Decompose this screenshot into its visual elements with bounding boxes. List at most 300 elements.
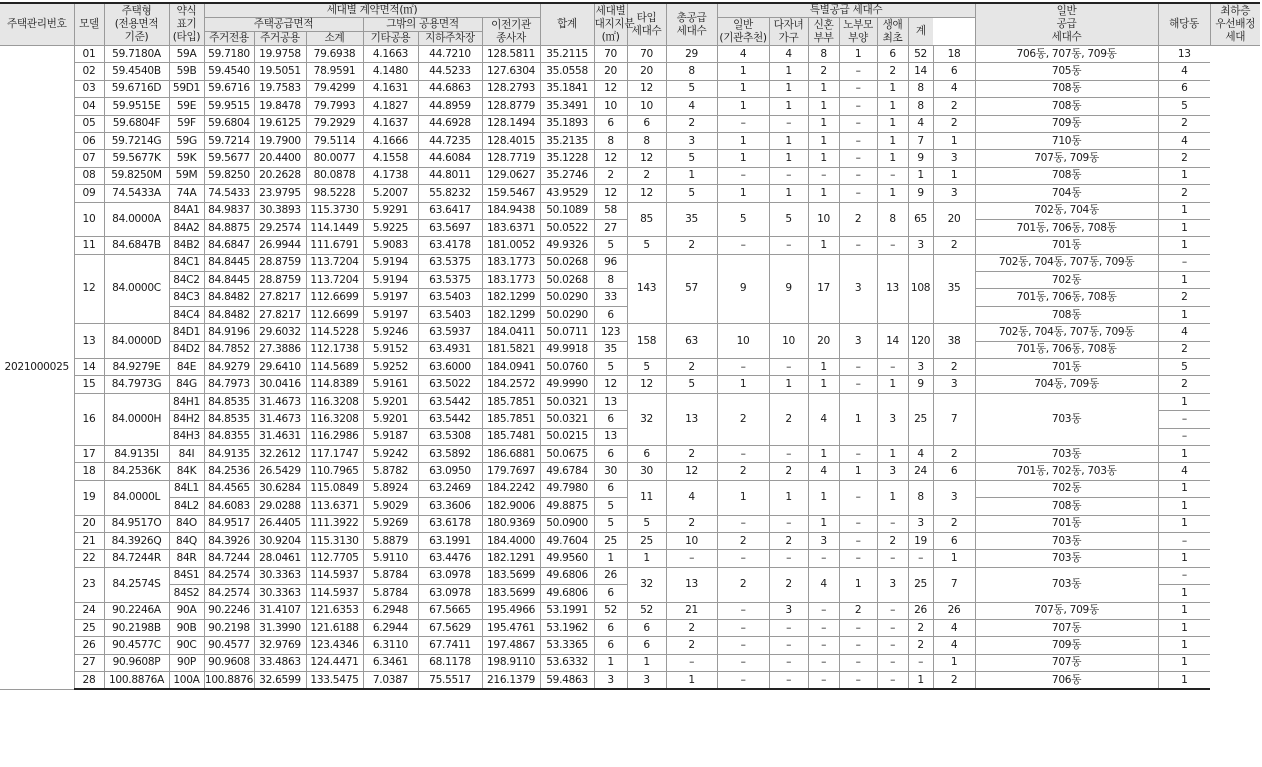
elderly-parent-cell: – — [839, 376, 877, 393]
type-households-cell: 52 — [594, 602, 627, 619]
table-row — [0, 376, 1260, 393]
general-supply-cell: 3 — [933, 480, 975, 515]
other-common-cell: 5.9110 — [363, 550, 418, 567]
short-type-cell: 84C2 — [169, 272, 204, 289]
exclusive-area-cell: 90.4577 — [204, 637, 254, 654]
lowest-floor-cell: 4 — [1158, 63, 1210, 80]
total-supply-cell: 12 — [627, 80, 666, 97]
multi-child-cell: 3 — [769, 602, 808, 619]
table-row — [0, 202, 1260, 219]
header-newlywed: 신혼 부부 — [808, 18, 839, 46]
relocation-cell: 2 — [666, 619, 717, 636]
first-time-cell: 1 — [877, 98, 908, 115]
lowest-floor-cell: – — [1158, 254, 1210, 271]
model-cell: 18 — [74, 463, 104, 480]
other-common-cell: 5.9187 — [363, 428, 418, 445]
elderly-parent-cell: 2 — [839, 202, 877, 237]
header-total: 합계 — [540, 3, 594, 46]
parking-area-cell: 63.5697 — [418, 219, 482, 236]
multi-child-cell: 1 — [769, 376, 808, 393]
exclusive-area-cell: 84.2574 — [204, 567, 254, 584]
other-common-cell: 5.8782 — [363, 463, 418, 480]
other-common-cell: 5.9197 — [363, 289, 418, 306]
relocation-cell: 2 — [666, 515, 717, 532]
housing-type-cell: 59.5677K — [104, 150, 169, 167]
residential-common-cell: 31.3990 — [254, 619, 306, 636]
total-area-cell: 183.6371 — [482, 219, 540, 236]
first-time-cell: – — [877, 654, 908, 671]
type-households-cell: 6 — [594, 445, 627, 462]
housing-type-cell: 84.0000L — [104, 480, 169, 515]
newlywed-cell: 1 — [808, 237, 839, 254]
model-cell: 01 — [74, 46, 104, 63]
first-time-cell: – — [877, 550, 908, 567]
short-type-cell: 84S2 — [169, 585, 204, 602]
other-common-cell: 5.9029 — [363, 498, 418, 515]
type-households-cell: 8 — [594, 272, 627, 289]
total-area-cell: 185.7851 — [482, 393, 540, 410]
first-time-cell: 1 — [877, 150, 908, 167]
building-cell: 709동 — [975, 115, 1158, 132]
exclusive-area-cell: 84.8535 — [204, 411, 254, 428]
institution-cell: 4 — [717, 46, 769, 63]
building-cell: 701동 — [975, 359, 1158, 376]
special-sum-cell: 65 — [908, 202, 933, 237]
first-time-cell: 3 — [877, 463, 908, 480]
special-sum-cell: 108 — [908, 254, 933, 324]
first-time-cell: – — [877, 602, 908, 619]
short-type-cell: 100A — [169, 672, 204, 690]
short-type-cell: 59B — [169, 63, 204, 80]
special-sum-cell: 4 — [908, 115, 933, 132]
other-common-cell: 6.2944 — [363, 619, 418, 636]
parking-area-cell: 67.5665 — [418, 602, 482, 619]
model-cell: 28 — [74, 672, 104, 690]
land-share-cell: 50.0321 — [540, 411, 594, 428]
short-type-cell: 84S1 — [169, 567, 204, 584]
table-row — [0, 98, 1260, 115]
exclusive-area-cell: 90.2198 — [204, 619, 254, 636]
residential-common-cell: 31.4107 — [254, 602, 306, 619]
short-type-cell: 84D2 — [169, 341, 204, 358]
institution-cell: 1 — [717, 480, 769, 515]
type-households-cell: 30 — [594, 463, 627, 480]
parking-area-cell: 44.8011 — [418, 167, 482, 184]
housing-type-cell: 84.2536K — [104, 463, 169, 480]
institution-cell: 1 — [717, 132, 769, 149]
general-supply-cell: 20 — [933, 202, 975, 237]
model-cell: 16 — [74, 393, 104, 445]
header-institution: 일반 (기관추천) — [717, 18, 769, 46]
other-common-cell: 5.9197 — [363, 306, 418, 323]
total-area-cell: 159.5467 — [482, 185, 540, 202]
elderly-parent-cell: – — [839, 515, 877, 532]
newlywed-cell: 10 — [808, 202, 839, 237]
housing-type-cell: 84.9135I — [104, 445, 169, 462]
lowest-floor-cell: 1 — [1158, 498, 1210, 515]
land-share-cell: 50.0760 — [540, 359, 594, 376]
elderly-parent-cell: – — [839, 185, 877, 202]
multi-child-cell: 9 — [769, 254, 808, 324]
land-share-cell: 50.0268 — [540, 254, 594, 271]
institution-cell: – — [717, 237, 769, 254]
land-share-cell: 35.2135 — [540, 132, 594, 149]
special-sum-cell: 2 — [908, 619, 933, 636]
housing-type-cell: 84.3926Q — [104, 532, 169, 549]
elderly-parent-cell: – — [839, 480, 877, 515]
exclusive-area-cell: 84.7973 — [204, 376, 254, 393]
institution-cell: – — [717, 602, 769, 619]
first-time-cell: 1 — [877, 132, 908, 149]
special-sum-cell: 25 — [908, 567, 933, 602]
newlywed-cell: – — [808, 637, 839, 654]
building-cell: 706동, 707동, 709동 — [975, 46, 1158, 63]
subtotal-cell: 115.3730 — [306, 202, 363, 219]
building-cell: 707동, 709동 — [975, 150, 1158, 167]
header-total-supply: 총공급 세대수 — [666, 3, 717, 46]
subtotal-cell: 111.3922 — [306, 515, 363, 532]
elderly-parent-cell: – — [839, 115, 877, 132]
residential-common-cell: 19.7583 — [254, 80, 306, 97]
elderly-parent-cell: 1 — [839, 393, 877, 445]
land-share-cell: 50.0522 — [540, 219, 594, 236]
model-cell: 22 — [74, 550, 104, 567]
subtotal-cell: 116.3208 — [306, 411, 363, 428]
subtotal-cell: 114.5937 — [306, 567, 363, 584]
table-row — [0, 46, 1260, 63]
parking-area-cell: 44.5233 — [418, 63, 482, 80]
newlywed-cell: 1 — [808, 115, 839, 132]
lowest-floor-cell: 1 — [1158, 602, 1210, 619]
header-subtotal: 소계 — [306, 32, 363, 46]
other-common-cell: 4.1637 — [363, 115, 418, 132]
residential-common-cell: 30.6284 — [254, 480, 306, 497]
parking-area-cell: 63.5022 — [418, 376, 482, 393]
table-row — [0, 515, 1260, 532]
first-time-cell: 14 — [877, 324, 908, 359]
newlywed-cell: – — [808, 619, 839, 636]
relocation-cell: 5 — [666, 185, 717, 202]
parking-area-cell: 63.4476 — [418, 550, 482, 567]
type-households-cell: 26 — [594, 567, 627, 584]
total-area-cell: 128.7719 — [482, 150, 540, 167]
land-share-cell: 53.3365 — [540, 637, 594, 654]
housing-type-cell: 84.0000C — [104, 254, 169, 324]
building-cell: 704동, 709동 — [975, 376, 1158, 393]
total-area-cell: 181.0052 — [482, 237, 540, 254]
complex-number-cell: 2021000025 — [0, 46, 74, 690]
short-type-cell: 84B2 — [169, 237, 204, 254]
relocation-cell: – — [666, 654, 717, 671]
type-households-cell: 10 — [594, 98, 627, 115]
parking-area-cell: 44.7210 — [418, 46, 482, 63]
newlywed-cell: – — [808, 550, 839, 567]
subtotal-cell: 79.6938 — [306, 46, 363, 63]
header-parking: 지하주차장 — [418, 32, 482, 46]
elderly-parent-cell: – — [839, 445, 877, 462]
total-supply-cell: 20 — [627, 63, 666, 80]
header-sum: 계 — [908, 18, 933, 46]
short-type-cell: 84O — [169, 515, 204, 532]
multi-child-cell: 1 — [769, 63, 808, 80]
exclusive-area-cell: 100.8876 — [204, 672, 254, 690]
relocation-cell: 29 — [666, 46, 717, 63]
type-households-cell: 6 — [594, 619, 627, 636]
parking-area-cell: 63.0950 — [418, 463, 482, 480]
total-area-cell: 183.5699 — [482, 585, 540, 602]
elderly-parent-cell: – — [839, 532, 877, 549]
table-row — [0, 254, 1260, 271]
total-supply-cell: 52 — [627, 602, 666, 619]
table-row — [0, 185, 1260, 202]
residential-common-cell: 26.5429 — [254, 463, 306, 480]
total-supply-cell: 6 — [627, 637, 666, 654]
type-households-cell: 3 — [594, 672, 627, 690]
first-time-cell: – — [877, 515, 908, 532]
relocation-cell: 2 — [666, 637, 717, 654]
type-households-cell: 12 — [594, 80, 627, 97]
model-cell: 25 — [74, 619, 104, 636]
exclusive-area-cell: 59.5677 — [204, 150, 254, 167]
header-special-supply: 특별공급 세대수 — [717, 3, 975, 18]
relocation-cell: 12 — [666, 463, 717, 480]
short-type-cell: 59E — [169, 98, 204, 115]
land-share-cell: 35.2746 — [540, 167, 594, 184]
multi-child-cell: 2 — [769, 532, 808, 549]
land-share-cell: 50.0321 — [540, 393, 594, 410]
short-type-cell: 90A — [169, 602, 204, 619]
total-area-cell: 216.1379 — [482, 672, 540, 690]
first-time-cell: 8 — [877, 202, 908, 237]
exclusive-area-cell: 84.9837 — [204, 202, 254, 219]
type-households-cell: 6 — [594, 115, 627, 132]
total-area-cell: 128.2793 — [482, 80, 540, 97]
relocation-cell: 13 — [666, 393, 717, 445]
building-cell: 701동, 706동, 708동 — [975, 341, 1158, 358]
special-sum-cell: 3 — [908, 515, 933, 532]
institution-cell: – — [717, 515, 769, 532]
general-supply-cell: 7 — [933, 393, 975, 445]
housing-type-cell: 90.2246A — [104, 602, 169, 619]
first-time-cell: – — [877, 637, 908, 654]
building-cell: 704동 — [975, 185, 1158, 202]
building-cell: 701동, 702동, 703동 — [975, 463, 1158, 480]
general-supply-cell: 7 — [933, 567, 975, 602]
parking-area-cell: 63.5403 — [418, 289, 482, 306]
housing-type-cell: 59.6716D — [104, 80, 169, 97]
subtotal-cell: 112.6699 — [306, 306, 363, 323]
institution-cell: – — [717, 637, 769, 654]
building-cell: 707동 — [975, 654, 1158, 671]
short-type-cell: 59G — [169, 132, 204, 149]
lowest-floor-cell: 1 — [1158, 619, 1210, 636]
total-supply-cell: 11 — [627, 480, 666, 515]
housing-supply-table — [0, 2, 1260, 690]
subtotal-cell: 121.6353 — [306, 602, 363, 619]
type-households-cell: 1 — [594, 654, 627, 671]
land-share-cell: 49.9990 — [540, 376, 594, 393]
total-supply-cell: 1 — [627, 550, 666, 567]
short-type-cell: 84C4 — [169, 306, 204, 323]
land-share-cell: 49.8875 — [540, 498, 594, 515]
newlywed-cell: 1 — [808, 376, 839, 393]
subtotal-cell: 115.0849 — [306, 480, 363, 497]
special-sum-cell: 24 — [908, 463, 933, 480]
other-common-cell: 4.1480 — [363, 63, 418, 80]
general-supply-cell: 1 — [933, 550, 975, 567]
building-cell: 703동 — [975, 445, 1158, 462]
housing-type-cell: 84.9517O — [104, 515, 169, 532]
newlywed-cell: 1 — [808, 515, 839, 532]
other-common-cell: 5.8784 — [363, 585, 418, 602]
exclusive-area-cell: 74.5433 — [204, 185, 254, 202]
elderly-parent-cell: – — [839, 167, 877, 184]
short-type-cell: 84H3 — [169, 428, 204, 445]
exclusive-area-cell: 59.8250 — [204, 167, 254, 184]
elderly-parent-cell: – — [839, 237, 877, 254]
residential-common-cell: 27.3886 — [254, 341, 306, 358]
relocation-cell: 21 — [666, 602, 717, 619]
special-sum-cell: 8 — [908, 480, 933, 515]
type-households-cell: 13 — [594, 428, 627, 445]
model-cell: 13 — [74, 324, 104, 359]
first-time-cell: – — [877, 237, 908, 254]
parking-area-cell: 67.7411 — [418, 637, 482, 654]
general-supply-cell: 26 — [933, 602, 975, 619]
short-type-cell: 84D1 — [169, 324, 204, 341]
total-supply-cell: 3 — [627, 672, 666, 690]
other-common-cell: 5.2007 — [363, 185, 418, 202]
exclusive-area-cell: 84.8355 — [204, 428, 254, 445]
exclusive-area-cell: 90.9608 — [204, 654, 254, 671]
newlywed-cell: 1 — [808, 185, 839, 202]
parking-area-cell: 63.4178 — [418, 237, 482, 254]
type-households-cell: 12 — [594, 185, 627, 202]
housing-type-cell: 59.8250M — [104, 167, 169, 184]
type-households-cell: 5 — [594, 237, 627, 254]
land-share-cell: 50.1089 — [540, 202, 594, 219]
relocation-cell: 10 — [666, 532, 717, 549]
type-households-cell: 1 — [594, 550, 627, 567]
general-supply-cell: 2 — [933, 515, 975, 532]
other-common-cell: 5.9152 — [363, 341, 418, 358]
total-supply-cell: 25 — [627, 532, 666, 549]
building-cell: 701동, 706동, 708동 — [975, 219, 1158, 236]
building-cell: 709동 — [975, 637, 1158, 654]
residential-common-cell: 27.8217 — [254, 306, 306, 323]
header-other-common-area: 기타공용 — [363, 32, 418, 46]
table-row — [0, 672, 1260, 690]
residential-common-cell: 28.8759 — [254, 254, 306, 271]
multi-child-cell: – — [769, 654, 808, 671]
other-common-cell: 5.9194 — [363, 254, 418, 271]
elderly-parent-cell: – — [839, 150, 877, 167]
table-row — [0, 393, 1260, 410]
elderly-parent-cell: – — [839, 80, 877, 97]
lowest-floor-cell: 5 — [1158, 98, 1210, 115]
parking-area-cell: 44.6863 — [418, 80, 482, 97]
first-time-cell: 6 — [877, 46, 908, 63]
newlywed-cell: 17 — [808, 254, 839, 324]
total-area-cell: 184.2242 — [482, 480, 540, 497]
housing-type-cell: 90.2198B — [104, 619, 169, 636]
parking-area-cell: 63.5308 — [418, 428, 482, 445]
header-building: 해당동 — [1158, 3, 1210, 46]
land-share-cell: 50.0268 — [540, 272, 594, 289]
other-common-cell: 4.1738 — [363, 167, 418, 184]
elderly-parent-cell: – — [839, 550, 877, 567]
lowest-floor-cell: 2 — [1158, 115, 1210, 132]
special-sum-cell: 8 — [908, 80, 933, 97]
multi-child-cell: – — [769, 445, 808, 462]
general-supply-cell: 38 — [933, 324, 975, 359]
housing-type-cell: 59.6804F — [104, 115, 169, 132]
special-sum-cell: 9 — [908, 376, 933, 393]
lowest-floor-cell: – — [1158, 411, 1210, 428]
table-row — [0, 654, 1260, 671]
short-type-cell: 84G — [169, 376, 204, 393]
housing-type-cell: 84.0000D — [104, 324, 169, 359]
special-sum-cell: 4 — [908, 445, 933, 462]
multi-child-cell: 1 — [769, 80, 808, 97]
residential-common-cell: 19.6125 — [254, 115, 306, 132]
land-share-cell: 50.0290 — [540, 289, 594, 306]
newlywed-cell: 2 — [808, 63, 839, 80]
institution-cell: 10 — [717, 324, 769, 359]
exclusive-area-cell: 84.7244 — [204, 550, 254, 567]
residential-common-cell: 30.3363 — [254, 585, 306, 602]
parking-area-cell: 44.7235 — [418, 132, 482, 149]
relocation-cell: 63 — [666, 324, 717, 359]
header-contract-area: 세대별 계약면적(㎡) — [204, 3, 540, 18]
other-common-cell: 5.9161 — [363, 376, 418, 393]
institution-cell: – — [717, 115, 769, 132]
residential-common-cell: 30.3363 — [254, 567, 306, 584]
table-row — [0, 150, 1260, 167]
general-supply-cell: 6 — [933, 463, 975, 480]
newlywed-cell: – — [808, 672, 839, 690]
parking-area-cell: 63.3606 — [418, 498, 482, 515]
total-area-cell: 186.6881 — [482, 445, 540, 462]
multi-child-cell: 2 — [769, 567, 808, 602]
multi-child-cell: 1 — [769, 132, 808, 149]
relocation-cell: 1 — [666, 167, 717, 184]
total-area-cell: 182.1299 — [482, 306, 540, 323]
short-type-cell: 84L2 — [169, 498, 204, 515]
type-households-cell: 33 — [594, 289, 627, 306]
multi-child-cell: – — [769, 619, 808, 636]
residential-common-cell: 32.2612 — [254, 445, 306, 462]
other-common-cell: 6.3110 — [363, 637, 418, 654]
land-share-cell: 50.0215 — [540, 428, 594, 445]
first-time-cell: 13 — [877, 254, 908, 324]
land-share-cell: 49.6806 — [540, 585, 594, 602]
housing-type-cell: 59.9515E — [104, 98, 169, 115]
institution-cell: 9 — [717, 254, 769, 324]
lowest-floor-cell: 6 — [1158, 80, 1210, 97]
exclusive-area-cell: 84.6083 — [204, 498, 254, 515]
institution-cell: 1 — [717, 98, 769, 115]
type-households-cell: 58 — [594, 202, 627, 219]
other-common-cell: 5.9194 — [363, 272, 418, 289]
total-supply-cell: 12 — [627, 376, 666, 393]
header-elderly-parent: 노부모 부양 — [839, 18, 877, 46]
newlywed-cell: 4 — [808, 463, 839, 480]
exclusive-area-cell: 84.8445 — [204, 272, 254, 289]
exclusive-area-cell: 90.2246 — [204, 602, 254, 619]
subtotal-cell: 79.7993 — [306, 98, 363, 115]
residential-common-cell: 28.0461 — [254, 550, 306, 567]
